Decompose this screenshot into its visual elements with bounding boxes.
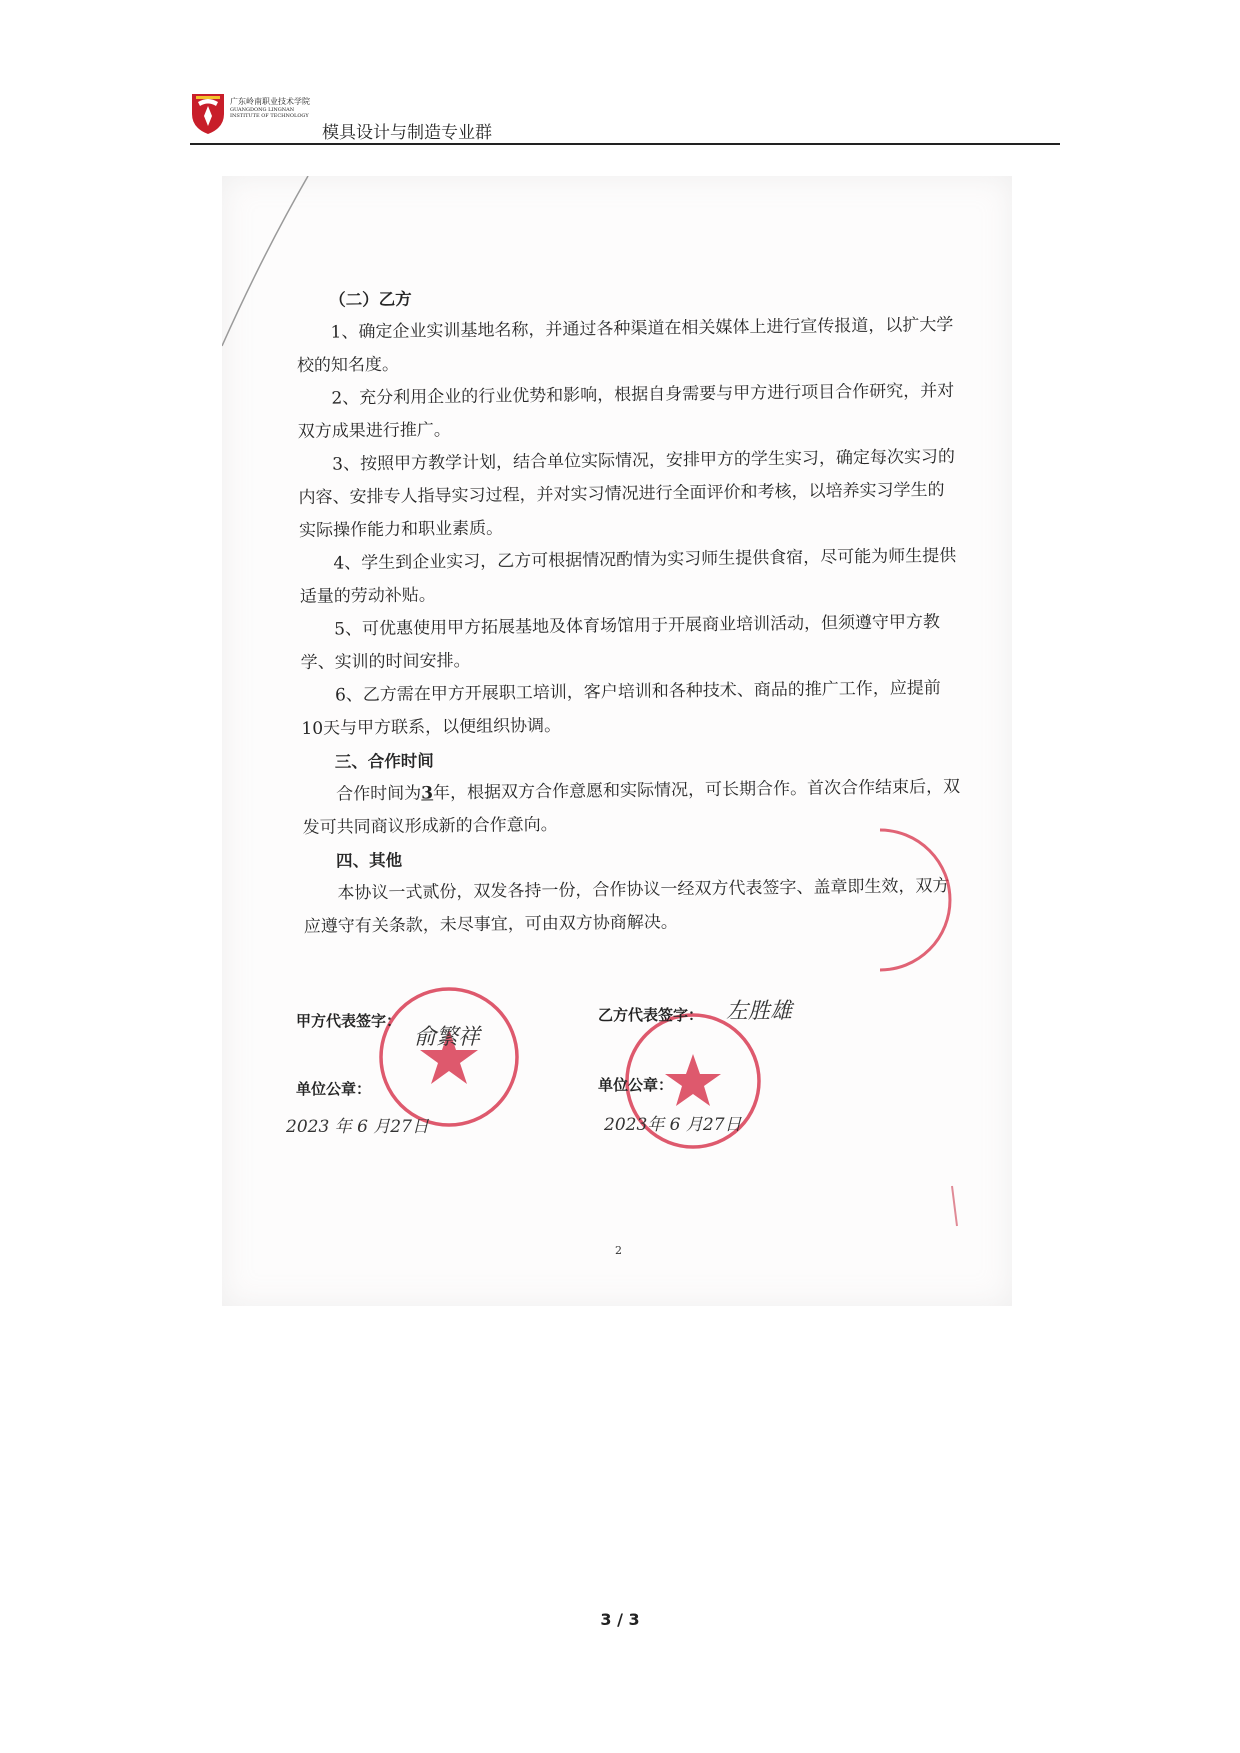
header-divider <box>190 143 1060 145</box>
scanned-page-number: 2 <box>615 1244 622 1257</box>
clause-2: 2、充分利用企业的行业优势和影响，根据自身需要与甲方进行项目合作研究，并对双方成果进行推广。 <box>297 380 955 442</box>
party-b-sign-label: 乙方代表签字： <box>598 1006 704 1024</box>
party-a-seal-label: 单位公章： <box>296 1080 372 1098</box>
section-title-other: 四、其他 <box>335 850 403 871</box>
party-b-date: 2023年 6 月27日 <box>604 1115 742 1135</box>
signature-section <box>286 990 996 1170</box>
clause-3: 3、按照甲方教学计划，结合单位实际情况，安排甲方的学生实习，确定每次实习的内容、安排专人指导实习过程，并对实习情况进行全面评价和考核，以培养实习学生的实际操作能力和职业素质。 <box>298 446 956 541</box>
party-a-date: 2023 年 6 月27日 <box>286 1117 429 1137</box>
party-b-seal-label: 单位公章： <box>598 1076 674 1094</box>
clause-6: 6、乙方需在甲方开展职工培训，客户培训和各种技术、商品的推广工作，应提前10天与甲方联系，以便组织协调。 <box>301 678 941 739</box>
section-title-party-b: （二）乙方 <box>329 289 412 310</box>
other-text: 本协议一式贰份，双发各持一份，合作协议一经双方代表签字、盖章即生效，双方应遵守有关条款，未尽事宜，可由双方协商解决。 <box>303 876 950 937</box>
section-title-cooperation-time: 三、合作时间 <box>334 751 434 772</box>
party-a-signature: 俞繁祥 <box>414 1025 481 1050</box>
party-b-signature: 左胜雄 <box>726 999 793 1024</box>
clause-1: 1、确定企业实训基地名称，并通过各种渠道在相关媒体上进行宣传报道，以扩大学校的知名度。 <box>296 314 954 376</box>
clause-4: 4、学生到企业实习，乙方可根据情况酌情为实习师生提供食宿，尽可能为师生提供适量的劳动补贴。 <box>299 545 957 607</box>
header-title: 模具设计与制造专业群 <box>322 123 492 143</box>
clause-5: 5、可优惠使用甲方拓展基地及体育场馆用于开展商业培训活动，但须遵守甲方教学、实训的时间安排。 <box>300 612 941 673</box>
page-header <box>190 88 1060 146</box>
school-logo-icon <box>190 92 226 136</box>
pdf-page-indicator: 3 / 3 <box>600 1610 640 1629</box>
school-name-cn: 广东岭南职业技术学院 <box>230 97 310 106</box>
cooperation-time-text: 合作时间为3年，根据双方合作意愿和实际情况，可长期合作。首次合作结束后，双发可共同商议形成新的合作意向。 <box>302 776 961 838</box>
cooperation-years: 3 <box>421 783 434 804</box>
school-name-en: GUANGDONG LINGNAN INSTITUTE OF TECHNOLOGY <box>230 107 309 119</box>
party-a-official-seal <box>374 982 524 1132</box>
partial-seal-stamp <box>860 820 970 980</box>
party-a-sign-label: 甲方代表签字： <box>296 1012 402 1030</box>
